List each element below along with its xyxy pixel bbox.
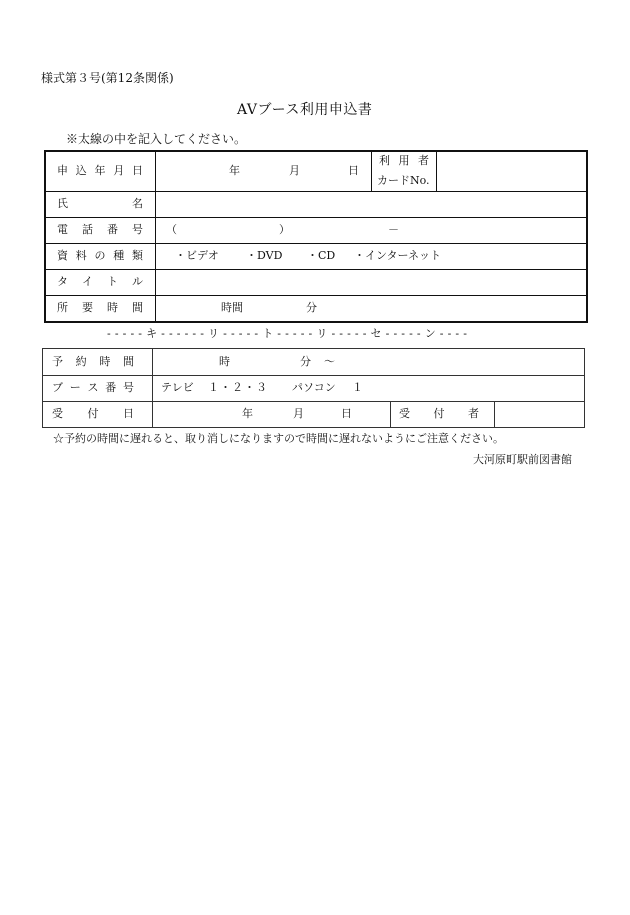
phone-open-paren: （ xyxy=(166,223,177,236)
booth-number-label: ブ ー ス 番 号 xyxy=(52,381,134,394)
reservation-tilde: ～ xyxy=(324,355,335,368)
phone-close-paren: ） xyxy=(279,223,290,236)
form-number: 様式第３号(第12条関係) xyxy=(41,71,174,85)
card-number-field[interactable] xyxy=(438,153,585,190)
tv-booth-numbers[interactable]: １・２・３ xyxy=(208,381,268,394)
library-name: 大河原町駅前図書館 xyxy=(473,453,572,466)
cut-line: - - - - - キ - - - - - - リ - - - - - ト - - - - - リ - - - - - セ - - - - - ン - - - - xyxy=(107,327,468,340)
name-label: 氏 名 xyxy=(57,197,143,210)
month-unit: 月 xyxy=(289,164,300,177)
received-day-unit: 日 xyxy=(341,407,352,420)
duration-hours-unit: 時間 xyxy=(221,301,243,314)
received-date-label: 受 付 日 xyxy=(52,407,134,420)
phone-dash: － xyxy=(388,223,399,236)
duration-minutes-unit: 分 xyxy=(306,301,317,314)
user-label: 利 用 者 xyxy=(379,154,429,167)
label-column-divider xyxy=(155,152,156,321)
pc-label: パソコン xyxy=(292,381,336,394)
reservation-minute-unit: 分 xyxy=(300,355,311,368)
title-field[interactable] xyxy=(157,270,586,294)
phone-label: 電 話 番 号 xyxy=(57,223,143,236)
receiver-label: 受 付 者 xyxy=(399,407,479,420)
material-type-label: 資 料 の 種 類 xyxy=(57,249,143,262)
phone-field[interactable] xyxy=(157,218,586,242)
late-notice: ☆予約の時間に遅れると、取り消しになりますので時間に遅れないようにご注意ください。 xyxy=(53,432,504,445)
duration-label: 所 要 時 間 xyxy=(57,301,143,314)
reservation-hour-unit: 時 xyxy=(219,355,230,368)
pc-booth-number[interactable]: １ xyxy=(352,381,363,394)
receiver-divider xyxy=(390,402,391,427)
day-unit: 日 xyxy=(348,164,359,177)
received-year-unit: 年 xyxy=(242,407,253,420)
row-divider xyxy=(43,375,584,376)
duration-field[interactable] xyxy=(157,296,586,320)
option-cd[interactable]: ・CD xyxy=(307,249,336,262)
page-title: AVブース利用申込書 xyxy=(237,102,373,118)
row-divider xyxy=(43,401,584,402)
tv-label: テレビ xyxy=(161,381,194,394)
option-dvd[interactable]: ・DVD xyxy=(246,249,283,262)
row-divider xyxy=(45,243,587,244)
option-video[interactable]: ・ビデオ xyxy=(175,249,219,262)
receiver-divider xyxy=(494,402,495,427)
instruction-text: ※太線の中を記入してください。 xyxy=(66,132,247,146)
application-date-label: 申 込 年 月 日 xyxy=(57,164,143,177)
user-card-divider xyxy=(371,152,372,191)
option-internet[interactable]: ・インターネット xyxy=(354,249,442,262)
user-card-divider xyxy=(436,152,437,191)
name-field[interactable] xyxy=(157,192,586,216)
reservation-time-label: 予 約 時 間 xyxy=(52,355,134,368)
label-column-divider xyxy=(152,349,153,427)
card-number-label: カードNo. xyxy=(377,174,430,187)
year-unit: 年 xyxy=(229,164,240,177)
title-label: タ イ ト ル xyxy=(57,275,143,288)
received-month-unit: 月 xyxy=(293,407,304,420)
